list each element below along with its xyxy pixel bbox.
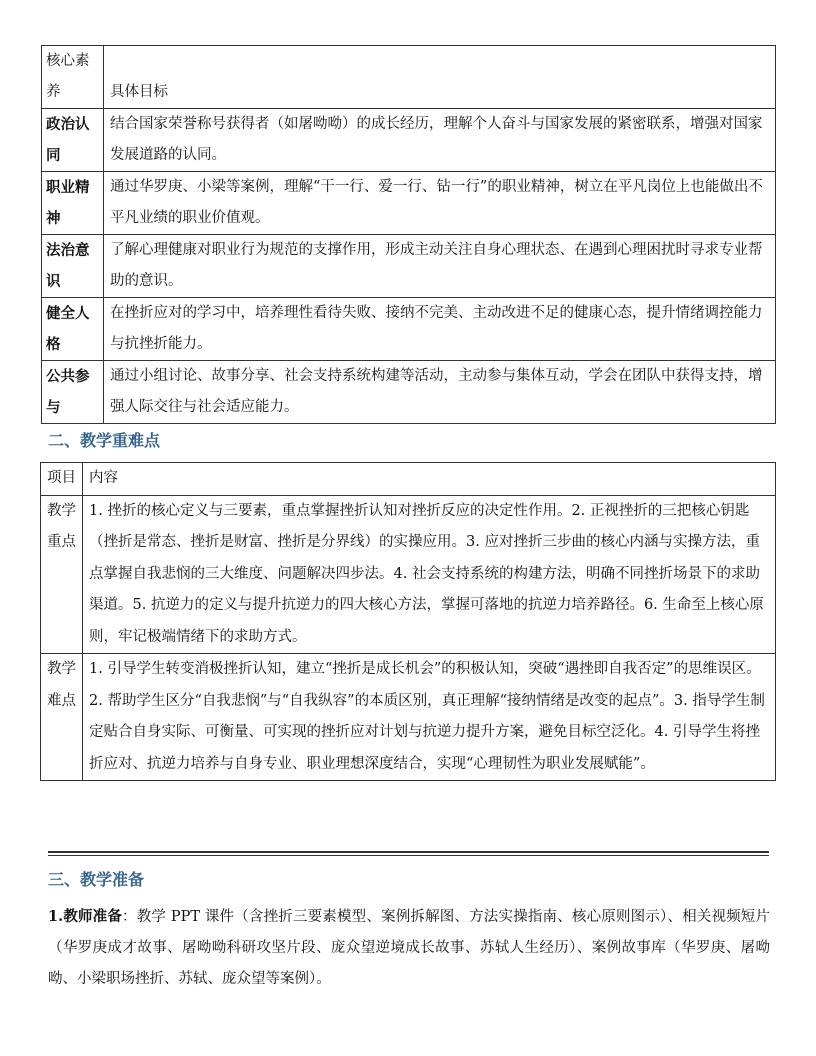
header-core-literacy: 核心素养	[42, 46, 104, 109]
row-text: 结合国家荣誉称号获得者（如屠呦呦）的成长经历，理解个人奋斗与国家发展的紧密联系，增强对国家发展道路的认同。	[104, 109, 776, 172]
section-heading-key-points: 二、教学重难点	[48, 431, 161, 450]
header-specific-goal-text: 具体目标	[110, 84, 168, 100]
row-text: 通过华罗庚、小梁等案例，理解“干一行、爱一行、钻一行”的职业精神，树立在平凡岗位上也能做出不平凡业绩的职业价值观。	[104, 172, 776, 235]
row-key: 教学重点	[41, 495, 83, 654]
section-heading-preparation: 三、教学准备	[48, 870, 145, 889]
row-key: 法治意识	[42, 235, 104, 298]
row-text: 了解心理健康对职业行为规范的支撑作用，形成主动关注自身心理状态、在遇到心理困扰时寻求专业帮助的意识。	[104, 235, 776, 298]
table-row	[42, 361, 776, 424]
header-item: 项目	[41, 463, 83, 496]
table-row	[41, 654, 776, 781]
table-row	[42, 235, 776, 298]
row-text: 在挫折应对的学习中，培养理性看待失败、接纳不完美、主动改进不足的健康心态，提升情绪调控能力与抗挫折能力。	[104, 298, 776, 361]
row-text: 通过小组讨论、故事分享、社会支持系统构建等活动，主动参与集体互动，学会在团队中获得支持，增强人际交往与社会适应能力。	[104, 361, 776, 424]
row-key: 公共参与	[42, 361, 104, 424]
table-row	[41, 495, 776, 654]
header-content-text: 内容	[89, 470, 118, 486]
table-row	[42, 172, 776, 235]
row-key: 教学难点	[41, 654, 83, 781]
section-divider-thin	[48, 855, 769, 856]
teacher-preparation-text: ：教学 PPT 课件（含挫折三要素模型、案例拆解图、方法实操指南、核心原则图示）、相关视频短片（华罗庚成才故事、屠呦呦科研攻坚片段、庞众望逆境成长故事、苏轼人生经历）、案例故事库（华罗庚、屠呦呦、小梁职场挫折、苏轼、庞众望等案例）。	[48, 909, 770, 987]
row-key: 职业精神	[42, 172, 104, 235]
header-content	[83, 463, 776, 496]
key-points-table	[40, 462, 776, 781]
table-row	[42, 298, 776, 361]
table-row	[42, 109, 776, 172]
literacy-goals-table	[41, 45, 776, 424]
row-key: 健全人格	[42, 298, 104, 361]
teacher-preparation-paragraph	[48, 901, 770, 995]
section-divider	[48, 851, 769, 853]
row-text: 1. 引导学生转变消极挫折认知，建立“挫折是成长机会”的积极认知，突破“遇挫即自我否定”的思维误区。2. 帮助学生区分“自我悲悯”与“自我纵容”的本质区别，真正理解“接纳情绪是改变的起点”。3. 指导学生制定贴合自身实际、可衡量、可实现的挫折应对计划与抗逆力提升方案，避免目标空泛化。4. 引导学生将挫折应对、抗逆力培养与自身专业、职业理想深度结合，实现“心理韧性为职业发展赋能”。	[83, 654, 776, 781]
header-specific-goal	[104, 46, 776, 109]
table-header-row	[41, 463, 776, 496]
teacher-preparation-label: 1.教师准备	[48, 908, 123, 925]
row-key: 政治认同	[42, 109, 104, 172]
table-header-row	[42, 46, 776, 109]
row-text: 1. 挫折的核心定义与三要素，重点掌握挫折认知对挫折反应的决定性作用。2. 正视挫折的三把核心钥匙（挫折是常态、挫折是财富、挫折是分界线）的实操应用。3. 应对挫折三步曲的核心内涵与实操方法，重点掌握自我悲悯的三大维度、问题解决四步法。4. 社会支持系统的构建方法，明确不同挫折场景下的求助渠道。5. 抗逆力的定义与提升抗逆力的四大核心方法，掌握可落地的抗逆力培养路径。6. 生命至上核心原则，牢记极端情绪下的求助方式。	[83, 495, 776, 654]
